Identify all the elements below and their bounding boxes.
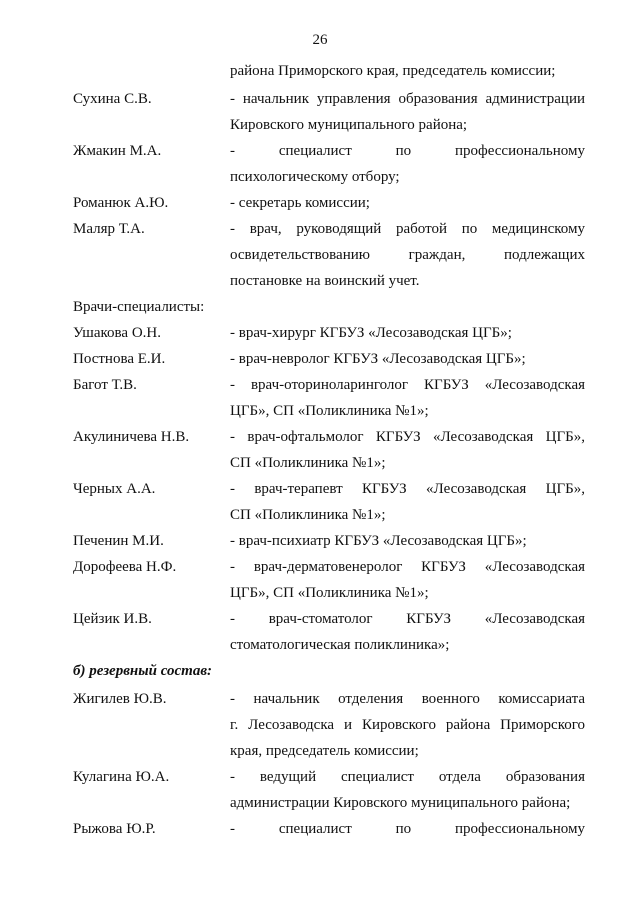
doctor-role-line: - врач-терапевт КГБУЗ «Лесозаводская ЦГБ», xyxy=(230,481,585,497)
doctor-name: Акулиничева Н.В. xyxy=(73,429,190,445)
doctor-role-line: СП «Поликлиника №1»; xyxy=(230,507,386,523)
doctor-role-line: - врач-невролог КГБУЗ «Лесозаводская ЦГБ»; xyxy=(230,351,526,367)
member-role-line: - секретарь комиссии; xyxy=(230,195,370,211)
reserve-name: Рыжова Ю.Р. xyxy=(73,821,156,837)
member-name: Сухина С.В. xyxy=(73,91,152,107)
doctor-name: Печенин М.И. xyxy=(73,533,164,549)
member-name: Маляр Т.А. xyxy=(73,221,145,237)
continuation-text: района Приморского края, председатель комиссии; xyxy=(230,63,556,79)
reserve-name: Кулагина Ю.А. xyxy=(73,769,170,785)
doctor-role-line: стоматологическая поликлиника»; xyxy=(230,637,450,653)
reserve-heading: б) резервный состав: xyxy=(73,663,213,679)
reserve-role-line: администрации Кировского муниципального района; xyxy=(230,795,571,811)
reserve-role-line: - ведущий специалист отдела образования xyxy=(230,769,585,785)
doctor-name: Дорофеева Н.Ф. xyxy=(73,559,177,575)
doctor-name: Черных А.А. xyxy=(73,481,156,497)
reserve-role-line: - начальник отделения военного комиссариата xyxy=(230,691,585,707)
doctor-role-line: - врач-психиатр КГБУЗ «Лесозаводская ЦГБ»; xyxy=(230,533,527,549)
doctor-name: Цейзик И.В. xyxy=(73,611,152,627)
doctor-name: Постнова Е.И. xyxy=(73,351,166,367)
member-role-line: постановке на воинский учет. xyxy=(230,273,420,289)
doctor-role-line: СП «Поликлиника №1»; xyxy=(230,455,386,471)
member-role-line: - специалист по профессиональному xyxy=(230,143,585,159)
doctor-role-line: - врач-офтальмолог КГБУЗ «Лесозаводская ЦГБ», xyxy=(230,429,585,445)
reserve-role-line: г. Лесозаводска и Кировского района Приморского xyxy=(230,717,585,733)
reserve-role-line: края, председатель комиссии; xyxy=(230,743,419,759)
doctor-name: Ушакова О.Н. xyxy=(73,325,161,341)
doctor-role-line: - врач-дерматовенеролог КГБУЗ «Лесозаводская xyxy=(230,559,585,575)
page-number: 26 xyxy=(312,32,328,48)
member-role-line: психологическому отбору; xyxy=(230,169,400,185)
reserve-role-line: - специалист по профессиональному xyxy=(230,821,585,837)
member-name: Романюк А.Ю. xyxy=(73,195,169,211)
doctor-role-line: ЦГБ», СП «Поликлиника №1»; xyxy=(230,585,429,601)
doctors-heading: Врачи-специалисты: xyxy=(73,299,205,315)
doctor-role-line: - врач-хирург КГБУЗ «Лесозаводская ЦГБ»; xyxy=(230,325,512,341)
member-role-line: Кировского муниципального района; xyxy=(230,117,468,133)
doctor-name: Багот Т.В. xyxy=(73,377,137,393)
doctor-role-line: ЦГБ», СП «Поликлиника №1»; xyxy=(230,403,429,419)
member-name: Жмакин М.А. xyxy=(73,143,162,159)
member-role-line: - начальник управления образования администрации xyxy=(230,91,585,107)
member-role-line: освидетельствованию граждан, подлежащих xyxy=(230,247,585,263)
reserve-name: Жигилев Ю.В. xyxy=(73,691,167,707)
doctor-role-line: - врач-стоматолог КГБУЗ «Лесозаводская xyxy=(230,611,585,627)
member-role-line: - врач, руководящий работой по медицинскому xyxy=(230,221,585,237)
doctor-role-line: - врач-оториноларинголог КГБУЗ «Лесозаводская xyxy=(230,377,585,393)
